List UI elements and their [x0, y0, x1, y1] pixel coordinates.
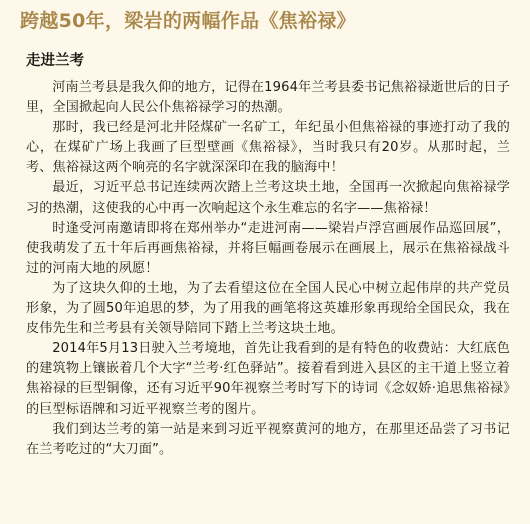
paragraph: 2014年5月13日驶入兰考境地，首先让我看到的是有特色的收费站：大红底色的建筑物上镶嵌着几个大字“兰考·红色驿站”。接着看到进入县区的主干道上竖立着焦裕禄的巨型铜像，还有习近平90年视察兰考时写下的诗词《念奴娇·追思焦裕禄》的巨型标语牌和习近平视察兰考的图片。 — [26, 341, 510, 417]
paragraph: 为了这块久仰的土地，为了去看望这位在全国人民心中树立起伟岸的共产党员形象，为了圆50年追思的梦，为了用我的画笔将这英雄形象再现给全国民众，我在皮伟先生和兰考县有关领导陪同下踏上兰考这块土地。 — [26, 280, 510, 337]
paragraph: 那时，我已经是河北井陉煤矿一名矿工，年纪虽小但焦裕禄的事迹打动了我的心，在煤矿广场上我画了巨型壁画《焦裕禄》，当时我只有20岁。从那时起，兰考、焦裕禄这两个响亮的名字就深深印在我的脑海中！ — [26, 120, 510, 176]
article-body — [26, 78, 510, 460]
paragraph: 最近，习近平总书记连续两次踏上兰考这块土地，全国再一次掀起向焦裕禄学习的热潮，这使我的心中再一次响起这个永生难忘的名字——焦裕禄！ — [26, 180, 510, 216]
paragraph: 我们到达兰考的第一站是来到习近平视察黄河的地方，在那里还品尝了习书记在兰考吃过的“大刀面”。 — [26, 421, 510, 457]
paragraph: 河南兰考县是我久仰的地方，记得在1964年兰考县委书记焦裕禄逝世后的日子里，全国掀起向人民公仆焦裕禄学习的热潮。 — [26, 80, 510, 116]
article-title: 跨越50年，梁岩的两幅作品《焦裕禄》 — [20, 10, 356, 32]
paragraph: 时逢受河南邀请即将在郑州举办“走进河南——梁岩卢浮宫画展作品巡回展”，使我萌发了五十年后再画焦裕禄，并将巨幅画卷展示在画展上，展示在焦裕禄战斗过的河南大地的夙愿！ — [26, 220, 510, 276]
section-heading: 走进兰考 — [26, 53, 84, 69]
